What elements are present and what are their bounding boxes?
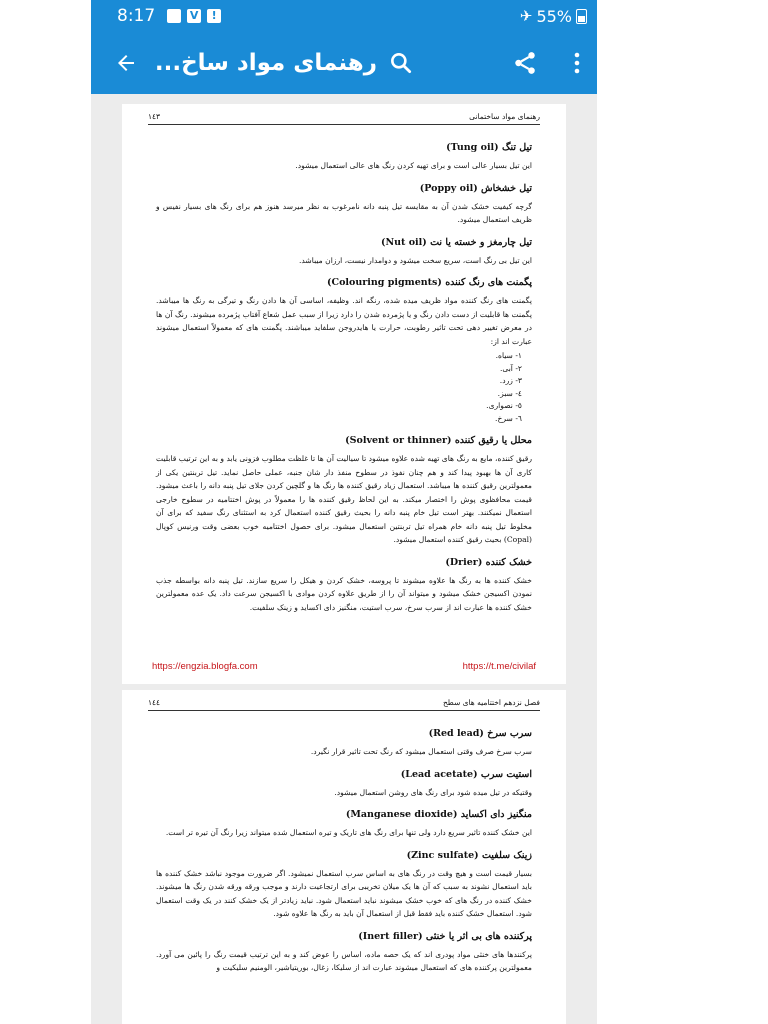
- gallery-icon: [167, 9, 181, 23]
- notification-icons: [167, 9, 221, 23]
- alert-icon: !: [207, 9, 221, 23]
- running-title: رهنمای مواد ساختمانی: [469, 112, 540, 121]
- pigment-color-list: [156, 350, 522, 425]
- list-item: ١- سیاه.: [495, 351, 522, 360]
- section-text: وقتیکه در تیل میده شود برای رنگ های روشن استعمال میشود.: [334, 787, 532, 797]
- section-heading: تیل تنگ (Tung oil): [446, 142, 532, 153]
- section: [156, 557, 532, 615]
- blog-link[interactable]: https://engzia.blogfa.com: [152, 661, 258, 672]
- more-vert-icon: [573, 52, 581, 74]
- section: [156, 728, 532, 759]
- section-text: رقیق کننده، مایع به رنگ های تهیه شده علاوه میشود تا سیالیت آن ها تا غلظت مطلوب فزونی یابد و به این ترتیب قابلیت کاری آن ها بهبود پیدا کند و هم چنان نفوذ در سطوح منفذ دار شان جنبه، عملی حاصل نماید. تیل تربنتین یکی از معمولترین رقیق کننده ها میباشد. استعمال زیاد رقیق کننده ها رنگ ها و گلچین کردن جلای تیل پنبه دانه را باعث میشود. قیمت محافظوی پوش را اختصار میکند. به این لحاظ رقیق کننده ها را معمولاً در پوش اختتامیه در سطوح خارجی استعمال نمیکنند. بهتر است تیل خام پنبه دانه را بحیث رقیق کننده استعمال کرد به استثنای رنگ سفید که برای آن مخلوط تیل پنبه دانه خام همراه تیل تربنتین استعمال میشود. برای حصول اختتامیه خوب بعضی وقت ورنیس کوپال (Copal) بحیث رقیق کننده استعمال میشود.: [156, 454, 532, 544]
- section-text: این خشک کننده تاثیر سریع دارد ولی تنها برای رنگ های تاریک و تیره استعمال شده میتواند زیرا رنگ آن تیره تر است.: [165, 828, 532, 837]
- section-heading: سرب سرخ (Red lead): [428, 728, 532, 739]
- moon-icon: [450, 50, 476, 76]
- page-number: ١٤٣: [148, 112, 161, 121]
- toolbar-actions: [377, 39, 591, 87]
- arrow-left-icon: [114, 51, 138, 75]
- running-title: فصل نزدهم اختتامیه های سطح: [442, 698, 540, 707]
- page-header: [148, 112, 540, 125]
- section-text: پگمنت های رنگ کننده مواد ظریف میده شده، رنگه اند. وظیفه، اساسی آن ها دادن رنگ و تیرگی به رنگ ها میباشد. پگمنت ها قابلیت از دست دادن رنگ و یا پژمرده شدن را دارد زیرا از سبب عمل شعاع آفتاب پژمرده میشوند. رنگ آن ها در معرض تغییر دهی تحت تاثیر رطوبت، حرارت یا هایدروجن سلفاید میباشند. پگمنت های که معمولاً استعمال میشوند عبارت اند از:: [156, 296, 532, 346]
- section-heading: زینک سلفیت (Zinc sulfate): [406, 849, 532, 861]
- airplane-icon: ✈: [519, 7, 533, 25]
- search-icon: [388, 50, 414, 76]
- section: [156, 277, 532, 425]
- app-bar: [91, 32, 597, 94]
- section-heading: محلل یا رقیق کننده (Solvent or thinner): [345, 435, 532, 446]
- document-viewer[interactable]: [91, 94, 597, 1024]
- section: [156, 809, 532, 840]
- app-notification-icon: V: [187, 9, 201, 23]
- page-header: [148, 698, 540, 711]
- list-item: ٥- نصواری.: [486, 401, 522, 410]
- section: [156, 769, 532, 800]
- section: [156, 435, 532, 547]
- status-bar: [91, 0, 597, 32]
- section-heading: خشک کننده (Drier): [445, 556, 532, 568]
- section-text: این تیل بسیار عالی است و برای تهیه کردن رنگ های عالی استعمال میشود.: [295, 161, 532, 170]
- page-number: ١٤٤: [148, 698, 161, 707]
- section-text: پرکنندها های خنثی مواد پودری اند که یک حصه ماده، اساس را عوض کند و به این ترتیب قیمت رنگ را پائین می آورد. معمولترین پرکننده های که استعمال میشوند عبارت اند از سلیکا، زغال، بوریتیاشیر، الومنیم سلیکیت و: [156, 949, 532, 972]
- pdf-page-143: [122, 104, 566, 684]
- page-body: [156, 718, 532, 977]
- night-mode-button[interactable]: [439, 39, 487, 87]
- section-heading: تیل خشخاش (Poppy oil): [419, 182, 532, 194]
- list-item: ٣- زرد.: [499, 376, 522, 385]
- section: [156, 142, 532, 173]
- list-item: ٢- آبی.: [499, 363, 522, 373]
- more-options-button[interactable]: [563, 39, 591, 87]
- telegram-link[interactable]: https://t.me/civilaf: [462, 661, 536, 672]
- pdf-page-144: [122, 690, 566, 1024]
- phone-screen: [91, 0, 597, 1024]
- section-text: گرچه کیفیت خشک شدن آن به مقایسه تیل پنبه دانه نامرغوب به نظر میرسد هنوز هم برای رنگ های بسیار نفیس و ظریف استعمال میشود.: [156, 201, 532, 224]
- section: [156, 850, 532, 921]
- page-footer-links: [152, 661, 536, 672]
- status-time: 8:17: [117, 6, 156, 26]
- share-icon: [512, 50, 538, 76]
- section-heading: منگنیز دای اکساید (Manganese dioxide): [345, 809, 532, 820]
- section-heading: استیت سرب (Lead acetate): [400, 768, 532, 780]
- search-button[interactable]: [377, 39, 425, 87]
- section-heading: تیل چارمغز و خسته یا نت (Nut oil): [380, 236, 532, 248]
- share-button[interactable]: [501, 39, 549, 87]
- back-button[interactable]: [103, 39, 149, 87]
- list-item: ٦- سرخ.: [495, 413, 522, 423]
- battery-icon: [576, 9, 587, 24]
- section-heading: پرکننده های بی اثر یا خنثی (Inert filler): [358, 930, 532, 942]
- status-right: [520, 7, 587, 26]
- section-heading: پگمنت های رنگ کننده (Colouring pigments): [327, 277, 532, 288]
- section: [156, 183, 532, 227]
- section-text: خشک کننده ها به رنگ ها علاوه میشوند تا پروسه، خشک کردن و هیکل را سریع سازند. تیل پنبه دانه بواسطه جذب نمودن اکسیجن خشک میشود و میتواند آن را از طریق علاوه کردن موادی با اکسیجن سرعت داد. یک عده معمولترین خشک کننده ها عبارت اند از سرب سرخ، سرب استیت، منگنیز دای اکساید و زینک سلفیت.: [156, 575, 532, 612]
- page-body: [156, 132, 532, 616]
- list-item: ٤- سبز.: [497, 388, 522, 398]
- section-text: این تیل بی رنگ است، سریع سخت میشود و دوامدار نیست، ارزان میباشد.: [299, 255, 532, 265]
- section-text: سرب سرخ صرف وقتی استعمال میشود که رنگ تحت تاثیر قرار نگیرد.: [310, 747, 532, 756]
- document-title: رهنمای مواد ساخ...: [154, 50, 377, 76]
- section: [156, 237, 532, 268]
- section: [156, 931, 532, 975]
- battery-percent: 55%: [536, 6, 572, 26]
- section-text: بسیار قیمت است و هیچ وقت در رنگ های به اساس سرب استعمال نمیشود. اگر ضرورت موجود نباشد خشک کننده ها باید استعمال نشوند به سبب که آن ها یک میلان تخریبی برای ارتجاعیت دارند و موجب ورقه ورقه شدن رنگ ها میشوند. خشک کننده در رنگ های که خوب خشک میشوند نباید استعمال شود. نباید زیادتر از یک خشک کنند در یک وقت استعمال شود. استعمال خشک کننده باید فقط قبل از استعمال آن باید به رنگ ها علاوه شود.: [156, 868, 532, 918]
